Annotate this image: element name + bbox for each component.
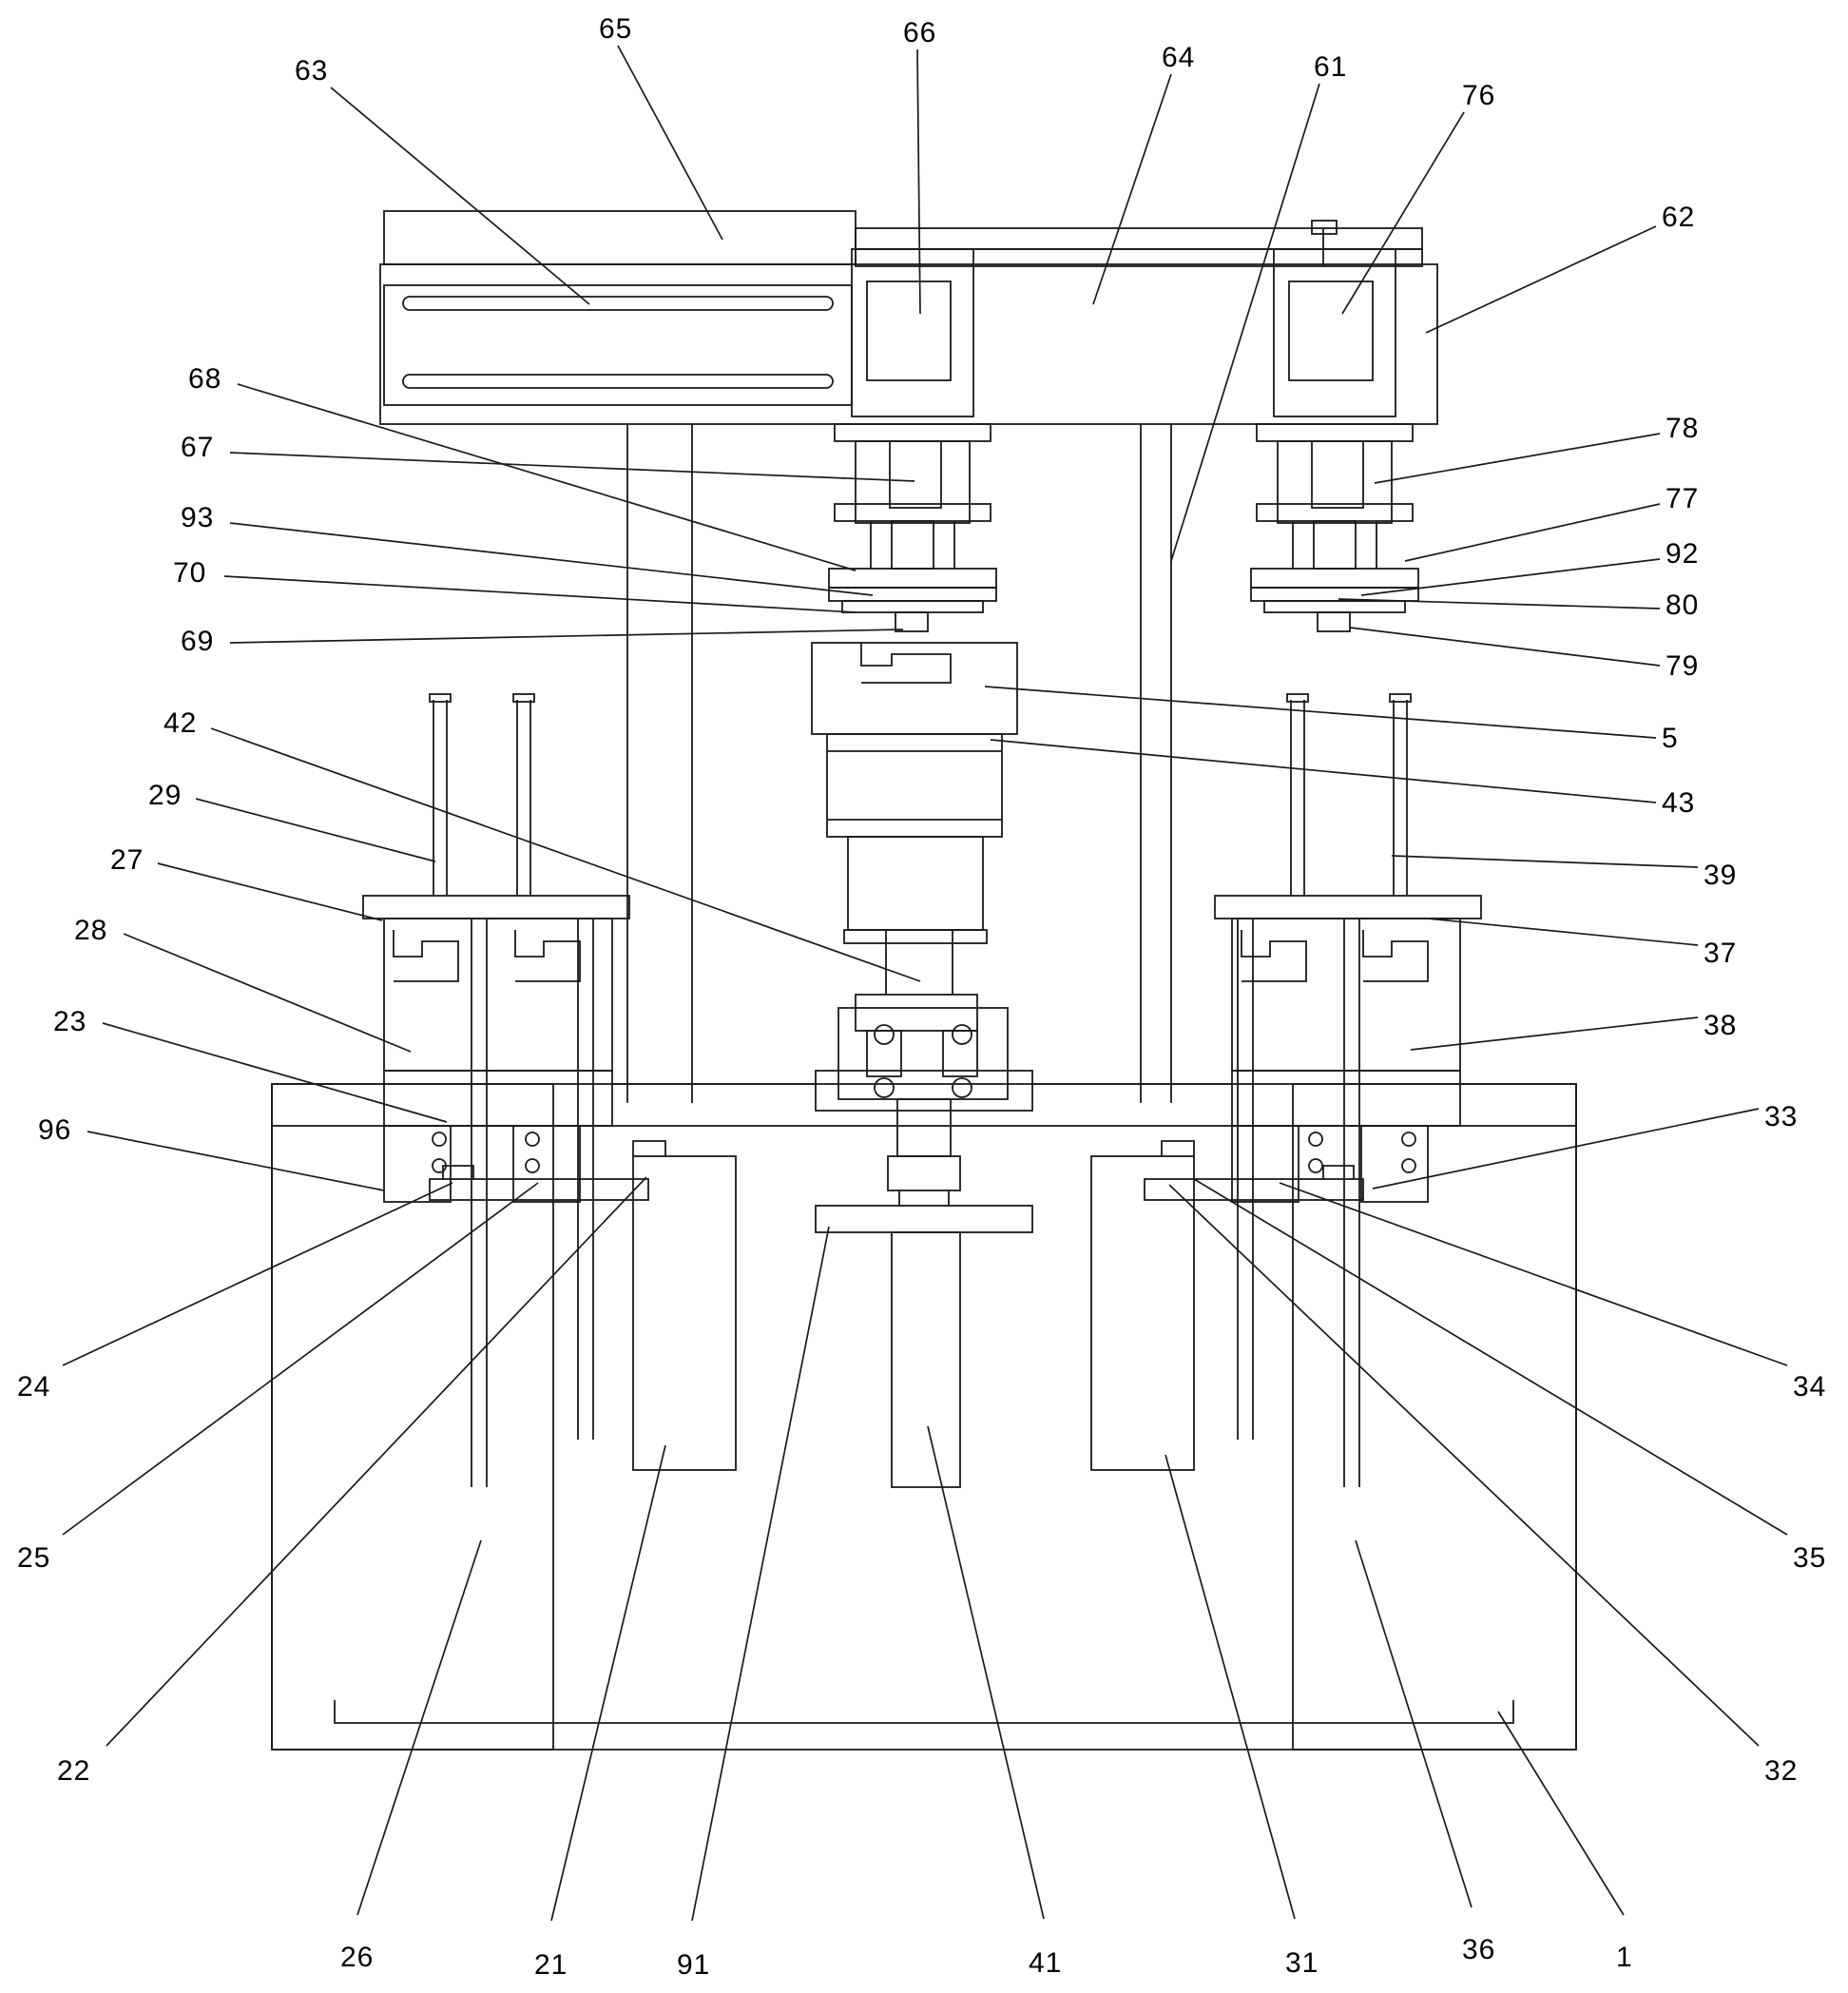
callout-label-27: 27 xyxy=(110,844,144,876)
leader-line-21 xyxy=(551,1445,665,1921)
callout-label-70: 70 xyxy=(173,557,207,589)
callout-label-33: 33 xyxy=(1764,1101,1799,1132)
callout-label-80: 80 xyxy=(1665,590,1700,621)
leader-line-24 xyxy=(63,1183,452,1365)
callout-label-1: 1 xyxy=(1616,1942,1633,1973)
leader-line-69 xyxy=(230,629,903,643)
leader-line-34 xyxy=(1280,1183,1787,1365)
callout-label-32: 32 xyxy=(1764,1755,1799,1787)
leader-line-36 xyxy=(1356,1540,1472,1907)
leader-line-76 xyxy=(1342,112,1464,314)
leader-line-61 xyxy=(1171,84,1319,561)
leader-line-79 xyxy=(1350,628,1660,666)
callout-label-65: 65 xyxy=(599,13,633,45)
callout-label-79: 79 xyxy=(1665,650,1700,682)
leader-line-38 xyxy=(1411,1017,1698,1050)
callout-label-77: 77 xyxy=(1665,483,1700,514)
callout-label-31: 31 xyxy=(1285,1947,1319,1979)
leader-line-62 xyxy=(1426,226,1656,333)
callout-label-42: 42 xyxy=(164,707,198,739)
callout-label-34: 34 xyxy=(1793,1371,1827,1403)
callout-label-25: 25 xyxy=(17,1542,51,1574)
leader-line-67 xyxy=(230,453,914,481)
leader-line-66 xyxy=(917,49,920,314)
callout-label-63: 63 xyxy=(295,55,329,87)
leader-line-27 xyxy=(158,863,382,920)
callout-label-35: 35 xyxy=(1793,1542,1827,1574)
callout-label-37: 37 xyxy=(1704,938,1738,969)
leader-line-43 xyxy=(991,740,1656,803)
leader-line-39 xyxy=(1392,856,1698,867)
callout-label-92: 92 xyxy=(1665,538,1700,570)
callout-label-21: 21 xyxy=(534,1949,568,1981)
callout-label-24: 24 xyxy=(17,1371,51,1403)
leader-line-25 xyxy=(63,1183,538,1535)
callout-label-61: 61 xyxy=(1314,51,1348,83)
leader-line-33 xyxy=(1373,1109,1759,1189)
callout-label-5: 5 xyxy=(1662,723,1679,754)
callout-label-43: 43 xyxy=(1662,787,1696,819)
callout-label-76: 76 xyxy=(1462,80,1496,111)
leader-line-64 xyxy=(1093,74,1171,304)
callout-label-93: 93 xyxy=(181,502,215,533)
callout-label-41: 41 xyxy=(1029,1947,1063,1979)
callout-label-36: 36 xyxy=(1462,1934,1496,1965)
leader-line-28 xyxy=(124,934,411,1052)
callout-label-64: 64 xyxy=(1162,42,1196,73)
callout-label-29: 29 xyxy=(148,780,183,811)
leader-line-22 xyxy=(106,1177,646,1746)
leader-line-77 xyxy=(1405,504,1660,561)
callout-label-23: 23 xyxy=(53,1006,87,1037)
leader-line-63 xyxy=(331,87,589,304)
leader-line-91 xyxy=(692,1227,829,1921)
callout-label-96: 96 xyxy=(38,1114,72,1146)
callout-label-38: 38 xyxy=(1704,1010,1738,1041)
leader-line-41 xyxy=(928,1426,1044,1919)
leader-line-70 xyxy=(224,576,856,612)
callout-label-22: 22 xyxy=(57,1755,91,1787)
leader-line-78 xyxy=(1375,434,1660,483)
leader-line-31 xyxy=(1165,1455,1295,1919)
callout-label-28: 28 xyxy=(74,915,108,946)
callout-label-39: 39 xyxy=(1704,860,1738,891)
leader-line-92 xyxy=(1361,559,1660,595)
leader-line-5 xyxy=(985,687,1656,738)
leader-line-1 xyxy=(1498,1712,1624,1915)
callout-label-78: 78 xyxy=(1665,413,1700,444)
leader-line-68 xyxy=(238,384,856,571)
callout-label-69: 69 xyxy=(181,626,215,657)
leader-line-26 xyxy=(357,1540,481,1915)
callout-label-62: 62 xyxy=(1662,202,1696,233)
callout-label-91: 91 xyxy=(677,1949,711,1981)
callout-label-26: 26 xyxy=(340,1942,375,1973)
leader-line-23 xyxy=(103,1023,447,1122)
leader-line-42 xyxy=(211,728,920,981)
leader-line-37 xyxy=(1428,919,1698,945)
leader-line-96 xyxy=(87,1132,384,1190)
leader-line-35 xyxy=(1194,1179,1787,1535)
leader-line-80 xyxy=(1338,599,1660,609)
leader-line-29 xyxy=(196,799,435,861)
leader-line-93 xyxy=(230,523,873,595)
callout-label-67: 67 xyxy=(181,432,215,463)
callout-label-68: 68 xyxy=(188,363,222,395)
callout-label-66: 66 xyxy=(903,17,937,48)
